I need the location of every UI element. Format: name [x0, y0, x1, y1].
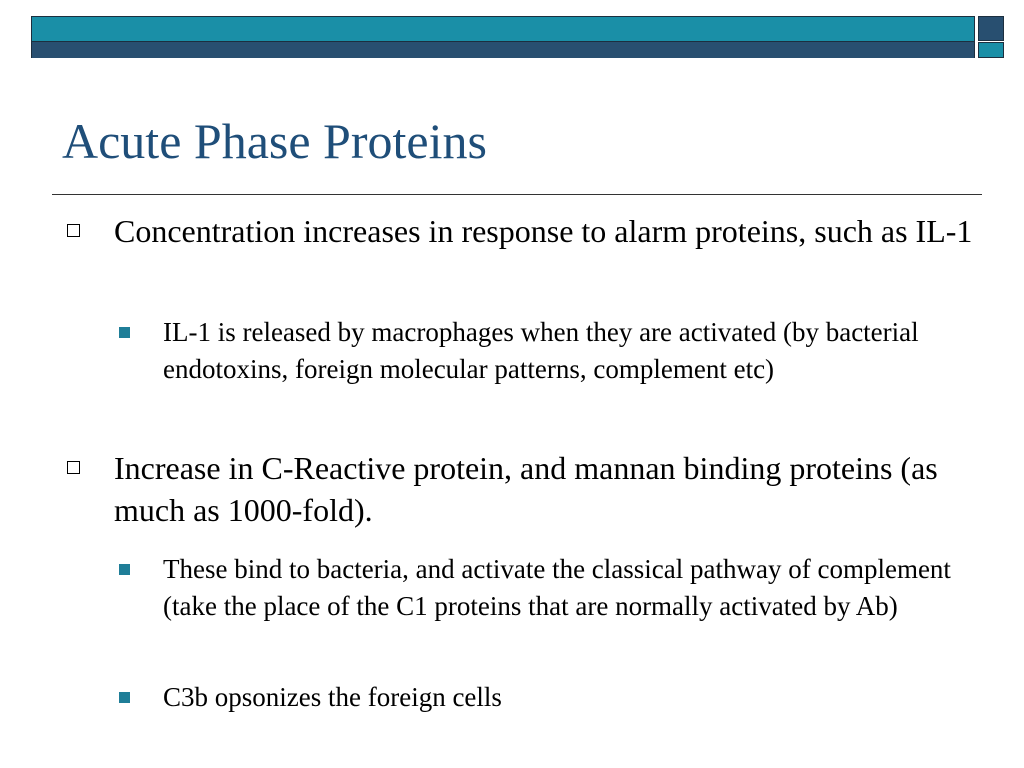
corner-block-bottom	[978, 42, 1004, 58]
header-banner	[31, 16, 975, 58]
title-divider	[52, 194, 982, 195]
corner-block-top	[978, 16, 1004, 41]
sub-bullet-text: IL-1 is released by macrophages when they are activated (by bacterial endotoxins, foreign molecular patterns, complement etc)	[163, 317, 919, 384]
filled-square-bullet-icon	[119, 327, 130, 338]
bullet-item	[114, 447, 974, 531]
filled-square-bullet-icon	[119, 692, 130, 703]
filled-square-bullet-icon	[119, 564, 130, 575]
sub-bullet-item	[163, 679, 973, 716]
slide-title: Acute Phase Proteins	[62, 113, 487, 169]
sub-bullet-text: These bind to bacteria, and activate the classical pathway of complement (take the place of the C1 proteins that are normally activated by Ab)	[163, 554, 951, 621]
sub-bullet-item	[163, 551, 973, 625]
header-banner-stripe	[32, 41, 974, 58]
sub-bullet-item	[163, 314, 973, 388]
bullet-item	[114, 210, 974, 252]
hollow-square-bullet-icon	[67, 224, 80, 237]
bullet-text: Increase in C-Reactive protein, and mannan binding proteins (as much as 1000-fold).	[114, 450, 938, 528]
hollow-square-bullet-icon	[67, 461, 80, 474]
bullet-text: Concentration increases in response to alarm proteins, such as IL-1	[114, 213, 973, 249]
sub-bullet-text: C3b opsonizes the foreign cells	[163, 682, 502, 712]
